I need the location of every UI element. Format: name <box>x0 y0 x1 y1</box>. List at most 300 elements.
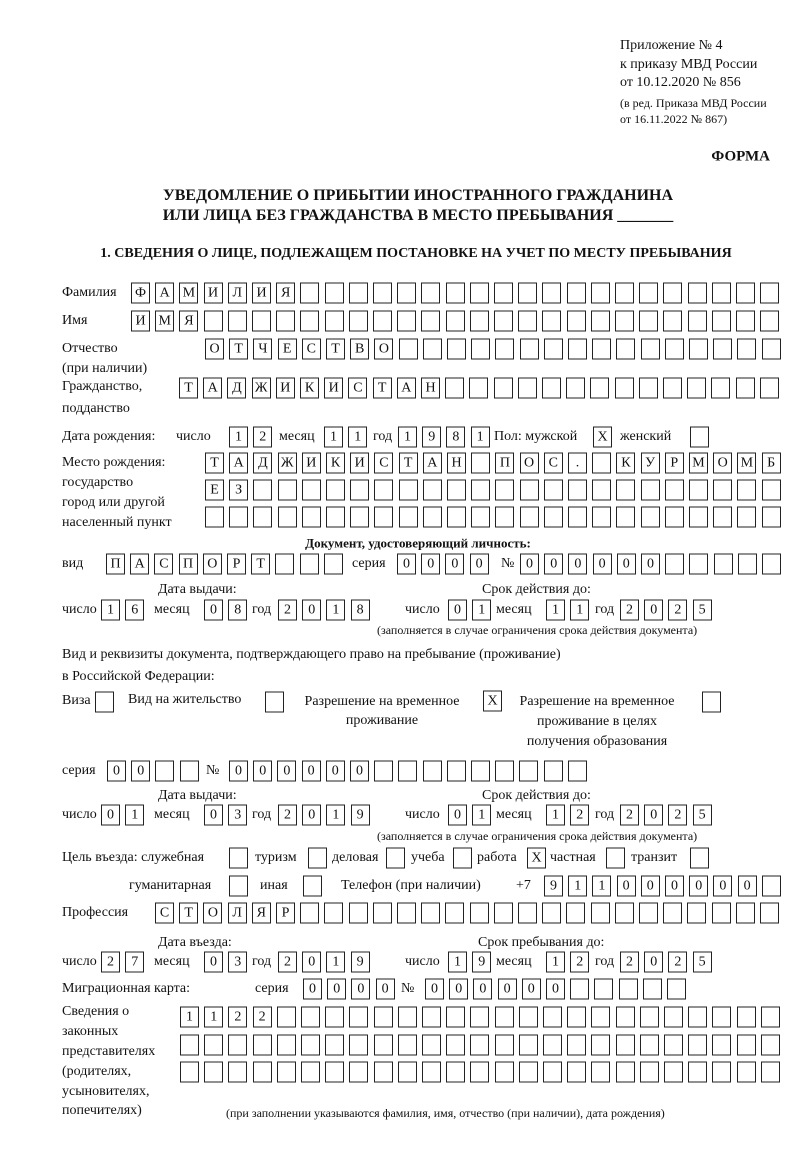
char-box-patronymic[interactable] <box>665 339 684 360</box>
char-box-mc-number[interactable] <box>619 979 638 1000</box>
char-box-reps-3[interactable] <box>712 1062 731 1083</box>
char-box-pob-2[interactable] <box>399 480 418 501</box>
char-box-mc-number[interactable]: 0 <box>473 979 492 1000</box>
char-box-name[interactable] <box>470 311 489 332</box>
char-box-citizenship[interactable] <box>469 378 488 399</box>
char-box-profession[interactable] <box>566 903 585 924</box>
char-box-pob-3[interactable] <box>471 507 490 528</box>
char-box-name[interactable] <box>591 311 610 332</box>
char-box-doc-number[interactable]: 0 <box>593 554 612 575</box>
char-box-pob-2[interactable] <box>762 480 781 501</box>
char-box-name[interactable] <box>567 311 586 332</box>
char-box-patronymic[interactable]: В <box>350 339 369 360</box>
char-box-citizenship[interactable]: С <box>348 378 367 399</box>
char-box-stay-day[interactable]: 1 <box>448 952 467 973</box>
char-box-right-issue-month[interactable]: 0 <box>204 805 223 826</box>
char-box-surname[interactable] <box>567 283 586 304</box>
char-box-profession[interactable] <box>760 903 779 924</box>
char-box-reps-1[interactable] <box>567 1007 586 1028</box>
char-box-reps-3[interactable] <box>349 1062 368 1083</box>
char-box-right-number[interactable] <box>544 761 563 782</box>
char-box-doc-kind[interactable]: П <box>106 554 125 575</box>
char-box-profession[interactable] <box>300 903 319 924</box>
char-box-doc-issue-month[interactable]: 8 <box>228 600 247 621</box>
char-box-phone[interactable]: 0 <box>713 876 732 897</box>
char-box-right-number[interactable] <box>374 761 393 782</box>
char-box-citizenship[interactable] <box>542 378 561 399</box>
char-box-mc-number[interactable] <box>643 979 662 1000</box>
char-box-doc-number[interactable]: 0 <box>544 554 563 575</box>
checkbox-p-tourism[interactable] <box>308 848 327 869</box>
char-box-patronymic[interactable] <box>399 339 418 360</box>
char-box-reps-2[interactable] <box>616 1035 635 1056</box>
char-box-name[interactable] <box>276 311 295 332</box>
char-box-doc-issue-day[interactable]: 1 <box>101 600 120 621</box>
checkbox-p-work[interactable]: X <box>527 848 546 869</box>
char-box-reps-1[interactable] <box>761 1007 780 1028</box>
char-box-profession[interactable]: О <box>203 903 222 924</box>
char-box-citizenship[interactable]: И <box>276 378 295 399</box>
char-box-reps-1[interactable] <box>277 1007 296 1028</box>
char-box-reps-1[interactable] <box>325 1007 344 1028</box>
char-box-entry-year[interactable]: 1 <box>326 952 345 973</box>
char-box-doc-issue-year[interactable]: 2 <box>278 600 297 621</box>
char-box-name[interactable]: И <box>131 311 150 332</box>
char-box-patronymic[interactable]: Е <box>278 339 297 360</box>
char-box-stay-month[interactable]: 2 <box>570 952 589 973</box>
char-box-right-valid-month[interactable]: 2 <box>570 805 589 826</box>
char-box-pob-2[interactable] <box>520 480 539 501</box>
char-box-reps-3[interactable] <box>688 1062 707 1083</box>
char-box-surname[interactable]: М <box>179 283 198 304</box>
char-box-profession[interactable] <box>373 903 392 924</box>
char-box-doc-valid-month[interactable]: 1 <box>546 600 565 621</box>
char-box-pob-2[interactable] <box>302 480 321 501</box>
char-box-pob-2[interactable] <box>641 480 660 501</box>
char-box-reps-2[interactable] <box>349 1035 368 1056</box>
char-box-reps-3[interactable] <box>180 1062 199 1083</box>
char-box-surname[interactable] <box>663 283 682 304</box>
char-box-citizenship[interactable]: Д <box>227 378 246 399</box>
char-box-patronymic[interactable]: Ч <box>253 339 272 360</box>
char-box-pob-2[interactable] <box>471 480 490 501</box>
char-box-entry-day[interactable]: 2 <box>101 952 120 973</box>
char-box-reps-1[interactable] <box>737 1007 756 1028</box>
char-box-profession[interactable]: С <box>155 903 174 924</box>
char-box-reps-3[interactable] <box>398 1062 417 1083</box>
checkbox-trp-edu[interactable] <box>702 692 721 713</box>
char-box-reps-2[interactable] <box>398 1035 417 1056</box>
char-box-citizenship[interactable] <box>494 378 513 399</box>
char-box-pob-1[interactable]: Д <box>253 453 272 474</box>
checkbox-residence[interactable] <box>265 692 284 713</box>
char-box-surname[interactable]: И <box>252 283 271 304</box>
char-box-doc-kind[interactable]: Р <box>227 554 246 575</box>
char-box-pob-1[interactable]: Б <box>762 453 781 474</box>
char-box-reps-1[interactable]: 2 <box>253 1007 272 1028</box>
char-box-reps-3[interactable] <box>543 1062 562 1083</box>
char-box-right-issue-year[interactable]: 1 <box>326 805 345 826</box>
char-box-surname[interactable] <box>373 283 392 304</box>
char-box-stay-year[interactable]: 0 <box>644 952 663 973</box>
char-box-doc-number[interactable] <box>689 554 708 575</box>
char-box-reps-2[interactable] <box>688 1035 707 1056</box>
char-box-pob-3[interactable] <box>713 507 732 528</box>
char-box-pob-1[interactable]: Н <box>447 453 466 474</box>
char-box-citizenship[interactable] <box>518 378 537 399</box>
char-box-patronymic[interactable] <box>737 339 756 360</box>
char-box-pob-1[interactable]: М <box>737 453 756 474</box>
char-box-pob-2[interactable] <box>689 480 708 501</box>
char-box-doc-kind[interactable] <box>275 554 294 575</box>
char-box-reps-2[interactable] <box>204 1035 223 1056</box>
char-box-pob-1[interactable] <box>592 453 611 474</box>
char-box-right-issue-day[interactable]: 0 <box>101 805 120 826</box>
char-box-pob-3[interactable] <box>423 507 442 528</box>
char-box-pob-3[interactable] <box>302 507 321 528</box>
char-box-reps-2[interactable] <box>446 1035 465 1056</box>
char-box-doc-kind[interactable] <box>300 554 319 575</box>
char-box-mc-series[interactable]: 0 <box>327 979 346 1000</box>
char-box-pob-1[interactable]: К <box>326 453 345 474</box>
char-box-dob-day[interactable]: 2 <box>253 427 272 448</box>
char-box-doc-issue-year[interactable]: 0 <box>302 600 321 621</box>
char-box-profession[interactable] <box>687 903 706 924</box>
char-box-pob-3[interactable] <box>205 507 224 528</box>
char-box-pob-3[interactable] <box>568 507 587 528</box>
char-box-profession[interactable] <box>324 903 343 924</box>
char-box-reps-1[interactable] <box>519 1007 538 1028</box>
char-box-pob-1[interactable]: К <box>616 453 635 474</box>
char-box-surname[interactable]: И <box>204 283 223 304</box>
char-box-citizenship[interactable]: Т <box>373 378 392 399</box>
char-box-citizenship[interactable] <box>711 378 730 399</box>
char-box-profession[interactable]: Р <box>276 903 295 924</box>
char-box-phone[interactable]: 0 <box>689 876 708 897</box>
char-box-right-series[interactable] <box>180 761 199 782</box>
char-box-reps-1[interactable] <box>470 1007 489 1028</box>
char-box-mc-number[interactable]: 0 <box>449 979 468 1000</box>
char-box-right-number[interactable]: 0 <box>350 761 369 782</box>
char-box-pob-1[interactable]: А <box>423 453 442 474</box>
char-box-name[interactable] <box>252 311 271 332</box>
char-box-citizenship[interactable]: А <box>203 378 222 399</box>
char-box-doc-number[interactable]: 0 <box>520 554 539 575</box>
char-box-name[interactable]: М <box>155 311 174 332</box>
char-box-reps-2[interactable] <box>253 1035 272 1056</box>
char-box-citizenship[interactable]: Ж <box>252 378 271 399</box>
char-box-reps-3[interactable] <box>301 1062 320 1083</box>
char-box-entry-year[interactable]: 9 <box>351 952 370 973</box>
char-box-right-number[interactable] <box>447 761 466 782</box>
checkbox-p-study[interactable] <box>453 848 472 869</box>
char-box-pob-1[interactable]: . <box>568 453 587 474</box>
char-box-doc-number[interactable]: 0 <box>617 554 636 575</box>
char-box-reps-1[interactable] <box>543 1007 562 1028</box>
char-box-reps-2[interactable] <box>664 1035 683 1056</box>
char-box-right-number[interactable]: 0 <box>326 761 345 782</box>
char-box-profession[interactable] <box>470 903 489 924</box>
checkbox-p-business[interactable] <box>386 848 405 869</box>
char-box-stay-month[interactable]: 1 <box>546 952 565 973</box>
char-box-right-valid-year[interactable]: 2 <box>668 805 687 826</box>
char-box-profession[interactable]: Л <box>228 903 247 924</box>
char-box-stay-year[interactable]: 2 <box>620 952 639 973</box>
char-box-pob-1[interactable]: О <box>520 453 539 474</box>
char-box-citizenship[interactable]: К <box>300 378 319 399</box>
char-box-patronymic[interactable]: О <box>205 339 224 360</box>
char-box-profession[interactable] <box>518 903 537 924</box>
char-box-right-issue-year[interactable]: 9 <box>351 805 370 826</box>
char-box-doc-issue-day[interactable]: 6 <box>125 600 144 621</box>
char-box-surname[interactable] <box>760 283 779 304</box>
char-box-phone[interactable]: 0 <box>641 876 660 897</box>
char-box-patronymic[interactable] <box>568 339 587 360</box>
char-box-pob-2[interactable] <box>737 480 756 501</box>
char-box-pob-1[interactable]: И <box>350 453 369 474</box>
char-box-right-number[interactable] <box>568 761 587 782</box>
char-box-pob-2[interactable] <box>713 480 732 501</box>
char-box-pob-3[interactable] <box>737 507 756 528</box>
char-box-mc-number[interactable]: 0 <box>425 979 444 1000</box>
char-box-reps-2[interactable] <box>543 1035 562 1056</box>
char-box-dob-year[interactable]: 8 <box>446 427 465 448</box>
char-box-reps-3[interactable] <box>277 1062 296 1083</box>
char-box-entry-year[interactable]: 0 <box>302 952 321 973</box>
char-box-phone[interactable]: 1 <box>592 876 611 897</box>
char-box-name[interactable] <box>615 311 634 332</box>
char-box-name[interactable] <box>373 311 392 332</box>
char-box-reps-2[interactable] <box>495 1035 514 1056</box>
char-box-doc-kind[interactable]: С <box>154 554 173 575</box>
char-box-reps-2[interactable] <box>737 1035 756 1056</box>
char-box-dob-month[interactable]: 1 <box>324 427 343 448</box>
char-box-reps-3[interactable] <box>495 1062 514 1083</box>
char-box-pob-2[interactable] <box>374 480 393 501</box>
char-box-right-number[interactable]: 0 <box>253 761 272 782</box>
char-box-profession[interactable] <box>591 903 610 924</box>
char-box-reps-2[interactable] <box>712 1035 731 1056</box>
char-box-pob-1[interactable]: С <box>544 453 563 474</box>
checkbox-p-humanitarian[interactable] <box>229 876 248 897</box>
char-box-patronymic[interactable]: С <box>302 339 321 360</box>
char-box-doc-number[interactable] <box>714 554 733 575</box>
char-box-name[interactable] <box>542 311 561 332</box>
char-box-phone[interactable]: 1 <box>568 876 587 897</box>
char-box-reps-2[interactable] <box>422 1035 441 1056</box>
char-box-patronymic[interactable] <box>447 339 466 360</box>
char-box-pob-1[interactable]: Р <box>665 453 684 474</box>
char-box-reps-3[interactable] <box>591 1062 610 1083</box>
char-box-reps-3[interactable] <box>374 1062 393 1083</box>
char-box-surname[interactable]: Л <box>228 283 247 304</box>
char-box-dob-year[interactable]: 1 <box>471 427 490 448</box>
char-box-doc-issue-year[interactable]: 8 <box>351 600 370 621</box>
char-box-doc-valid-year[interactable]: 0 <box>644 600 663 621</box>
char-box-dob-year[interactable]: 1 <box>398 427 417 448</box>
char-box-patronymic[interactable] <box>471 339 490 360</box>
char-box-pob-1[interactable]: П <box>495 453 514 474</box>
char-box-citizenship[interactable] <box>736 378 755 399</box>
char-box-doc-valid-day[interactable]: 1 <box>472 600 491 621</box>
char-box-name[interactable] <box>228 311 247 332</box>
char-box-pob-1[interactable]: Ж <box>278 453 297 474</box>
char-box-name[interactable] <box>397 311 416 332</box>
char-box-right-series[interactable]: 0 <box>131 761 150 782</box>
char-box-surname[interactable] <box>325 283 344 304</box>
char-box-right-number[interactable]: 0 <box>302 761 321 782</box>
char-box-pob-1[interactable]: С <box>374 453 393 474</box>
checkbox-p-transit[interactable] <box>690 848 709 869</box>
char-box-surname[interactable]: Я <box>276 283 295 304</box>
char-box-right-issue-day[interactable]: 1 <box>125 805 144 826</box>
char-box-doc-issue-month[interactable]: 0 <box>204 600 223 621</box>
char-box-pob-2[interactable]: З <box>229 480 248 501</box>
checkbox-trp[interactable]: X <box>483 691 502 712</box>
char-box-patronymic[interactable]: О <box>374 339 393 360</box>
char-box-reps-2[interactable] <box>180 1035 199 1056</box>
char-box-profession[interactable] <box>615 903 634 924</box>
char-box-surname[interactable] <box>542 283 561 304</box>
char-box-right-valid-year[interactable]: 0 <box>644 805 663 826</box>
char-box-pob-1[interactable]: М <box>689 453 708 474</box>
char-box-pob-2[interactable] <box>423 480 442 501</box>
char-box-pob-2[interactable] <box>495 480 514 501</box>
char-box-stay-day[interactable]: 9 <box>472 952 491 973</box>
char-box-reps-3[interactable] <box>228 1062 247 1083</box>
char-box-pob-2[interactable] <box>278 480 297 501</box>
char-box-reps-1[interactable] <box>301 1007 320 1028</box>
char-box-surname[interactable] <box>397 283 416 304</box>
char-box-reps-3[interactable] <box>640 1062 659 1083</box>
char-box-reps-1[interactable] <box>664 1007 683 1028</box>
char-box-profession[interactable] <box>663 903 682 924</box>
char-box-reps-3[interactable] <box>253 1062 272 1083</box>
char-box-pob-3[interactable] <box>350 507 369 528</box>
char-box-reps-1[interactable] <box>712 1007 731 1028</box>
char-box-citizenship[interactable]: И <box>324 378 343 399</box>
char-box-citizenship[interactable] <box>639 378 658 399</box>
char-box-surname[interactable] <box>518 283 537 304</box>
char-box-pob-3[interactable] <box>544 507 563 528</box>
char-box-name[interactable] <box>518 311 537 332</box>
char-box-doc-number[interactable] <box>665 554 684 575</box>
char-box-doc-valid-month[interactable]: 1 <box>570 600 589 621</box>
char-box-citizenship[interactable] <box>663 378 682 399</box>
char-box-doc-series[interactable]: 0 <box>445 554 464 575</box>
char-box-dob-month[interactable]: 1 <box>348 427 367 448</box>
char-box-surname[interactable] <box>688 283 707 304</box>
char-box-reps-1[interactable] <box>495 1007 514 1028</box>
char-box-phone[interactable] <box>762 876 781 897</box>
char-box-patronymic[interactable] <box>495 339 514 360</box>
checkbox-sex-female[interactable] <box>690 427 709 448</box>
char-box-doc-kind[interactable]: Т <box>251 554 270 575</box>
char-box-reps-2[interactable] <box>277 1035 296 1056</box>
char-box-reps-2[interactable] <box>640 1035 659 1056</box>
char-box-profession[interactable] <box>421 903 440 924</box>
char-box-right-number[interactable] <box>519 761 538 782</box>
char-box-right-issue-month[interactable]: 3 <box>228 805 247 826</box>
char-box-surname[interactable] <box>349 283 368 304</box>
char-box-patronymic[interactable]: Т <box>326 339 345 360</box>
char-box-profession[interactable] <box>736 903 755 924</box>
char-box-right-issue-year[interactable]: 2 <box>278 805 297 826</box>
char-box-doc-kind[interactable]: П <box>179 554 198 575</box>
checkbox-p-private[interactable] <box>606 848 625 869</box>
char-box-reps-2[interactable] <box>761 1035 780 1056</box>
char-box-dob-day[interactable]: 1 <box>229 427 248 448</box>
char-box-profession[interactable]: Я <box>252 903 271 924</box>
char-box-surname[interactable] <box>470 283 489 304</box>
char-box-pob-3[interactable] <box>592 507 611 528</box>
char-box-mc-number[interactable] <box>594 979 613 1000</box>
char-box-right-number[interactable] <box>495 761 514 782</box>
char-box-pob-1[interactable]: У <box>641 453 660 474</box>
char-box-reps-1[interactable]: 1 <box>180 1007 199 1028</box>
char-box-profession[interactable] <box>542 903 561 924</box>
char-box-right-number[interactable] <box>471 761 490 782</box>
char-box-profession[interactable] <box>639 903 658 924</box>
char-box-doc-number[interactable]: 0 <box>641 554 660 575</box>
char-box-reps-3[interactable] <box>519 1062 538 1083</box>
char-box-name[interactable] <box>639 311 658 332</box>
char-box-right-issue-year[interactable]: 0 <box>302 805 321 826</box>
char-box-surname[interactable] <box>712 283 731 304</box>
char-box-patronymic[interactable] <box>592 339 611 360</box>
char-box-pob-2[interactable] <box>326 480 345 501</box>
char-box-pob-2[interactable] <box>568 480 587 501</box>
char-box-name[interactable] <box>204 311 223 332</box>
char-box-reps-3[interactable] <box>761 1062 780 1083</box>
checkbox-sex-male[interactable]: X <box>593 427 612 448</box>
char-box-right-series[interactable]: 0 <box>107 761 126 782</box>
char-box-name[interactable] <box>712 311 731 332</box>
char-box-citizenship[interactable] <box>615 378 634 399</box>
char-box-doc-valid-year[interactable]: 2 <box>668 600 687 621</box>
char-box-patronymic[interactable] <box>616 339 635 360</box>
char-box-pob-1[interactable] <box>471 453 490 474</box>
char-box-citizenship[interactable] <box>445 378 464 399</box>
char-box-surname[interactable] <box>446 283 465 304</box>
char-box-patronymic[interactable] <box>544 339 563 360</box>
char-box-reps-1[interactable] <box>616 1007 635 1028</box>
char-box-right-number[interactable]: 0 <box>229 761 248 782</box>
char-box-pob-3[interactable] <box>762 507 781 528</box>
char-box-name[interactable] <box>663 311 682 332</box>
char-box-doc-series[interactable]: 0 <box>397 554 416 575</box>
char-box-pob-1[interactable]: О <box>713 453 732 474</box>
char-box-pob-2[interactable] <box>447 480 466 501</box>
char-box-name[interactable] <box>349 311 368 332</box>
char-box-right-valid-year[interactable]: 2 <box>620 805 639 826</box>
char-box-stay-year[interactable]: 5 <box>693 952 712 973</box>
char-box-profession[interactable] <box>397 903 416 924</box>
char-box-pob-2[interactable]: Е <box>205 480 224 501</box>
char-box-doc-series[interactable]: 0 <box>470 554 489 575</box>
char-box-profession[interactable] <box>445 903 464 924</box>
char-box-profession[interactable] <box>349 903 368 924</box>
char-box-reps-1[interactable] <box>446 1007 465 1028</box>
char-box-doc-valid-day[interactable]: 0 <box>448 600 467 621</box>
char-box-pob-3[interactable] <box>326 507 345 528</box>
char-box-patronymic[interactable] <box>713 339 732 360</box>
char-box-patronymic[interactable] <box>641 339 660 360</box>
char-box-doc-kind[interactable]: О <box>203 554 222 575</box>
char-box-citizenship[interactable] <box>590 378 609 399</box>
char-box-pob-2[interactable] <box>350 480 369 501</box>
char-box-pob-1[interactable]: Т <box>205 453 224 474</box>
